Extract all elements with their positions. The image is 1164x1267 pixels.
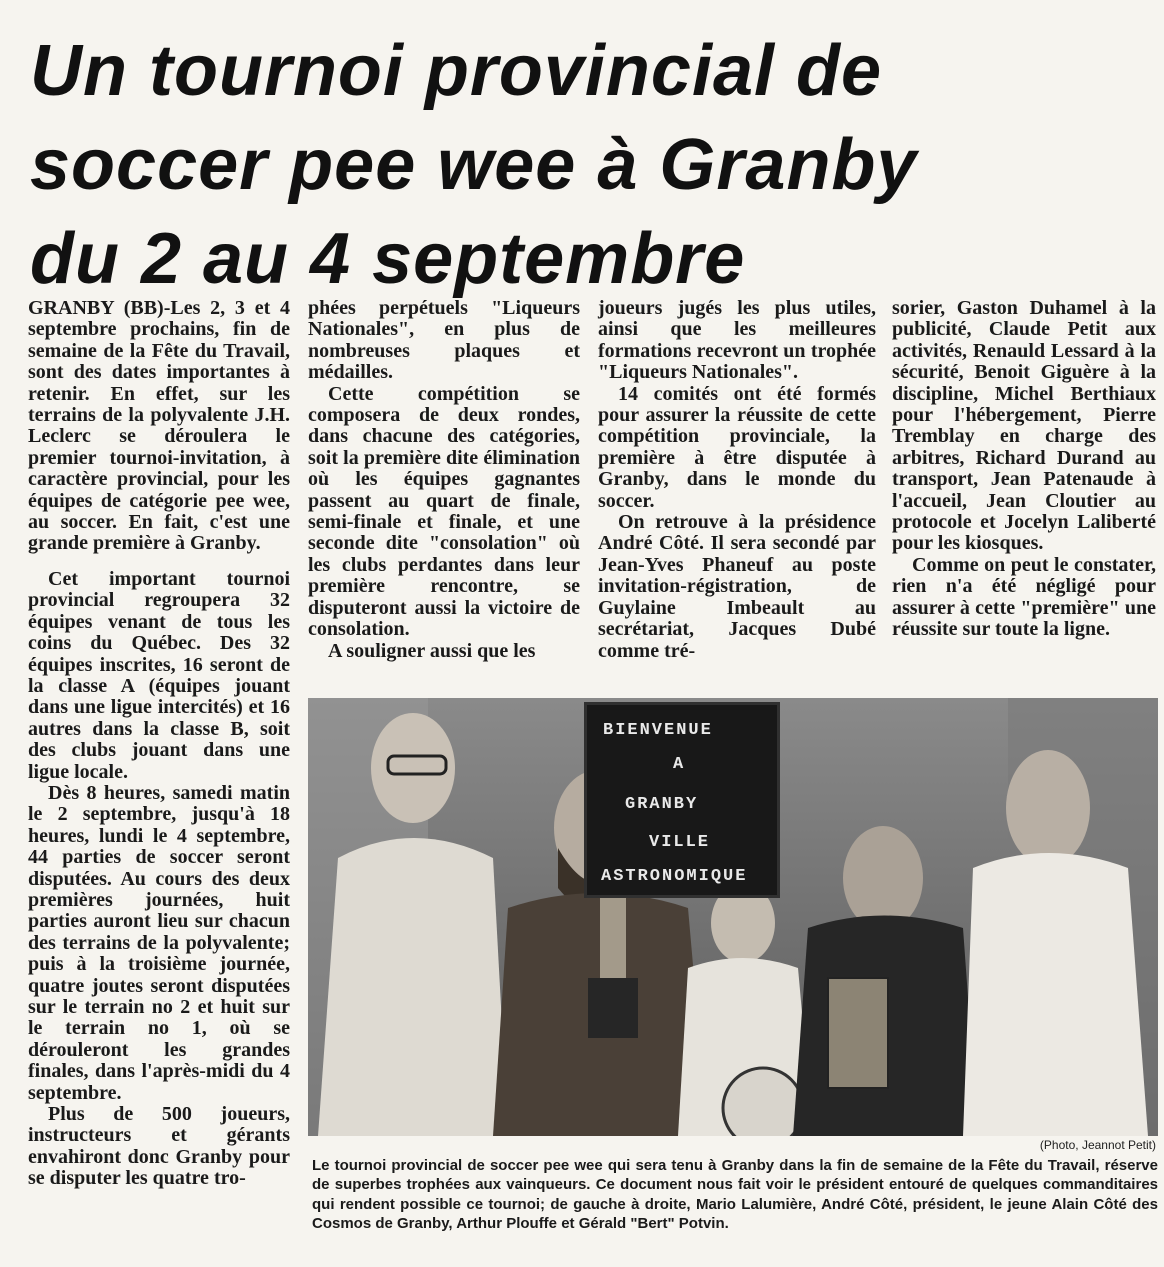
- article-column-4: [892, 298, 1156, 641]
- headline-line-1: Un tournoi provincial de: [30, 31, 883, 111]
- welcome-sign: [584, 702, 780, 898]
- headline: [30, 24, 1110, 306]
- paragraph: GRANBY (BB)-Les 2, 3 et 4 septembre prochains, fin de semaine de la Fête du Travail, sont des dates importantes à retenir. En effet, sur les terrains de la polyvalente J.H. Leclerc se déroulera le premier tournoi-invitation, à caractère provincial, pour les équipes de catégorie pee wee, au soccer. En fait, c'est une grande première à Granby.: [28, 297, 290, 555]
- article-column-3: [598, 298, 876, 662]
- photo-caption: Le tournoi provincial de soccer pee wee qui sera tenu à Granby dans la fin de semaine de la Fête du Travail, réserve de superbes trophées aux vainqueurs. Ce document nous fait voir le président entouré de quelques commanditaires qui rendent possible ce tournoi; de gauche à droite, Mario Lalumière, André Côté, président, le jeune Alain Côté des Cosmos de Granby, Arthur Plouffe et Gérald "Bert" Potvin.: [312, 1157, 1158, 1233]
- paragraph: Cet important tournoi provincial regroupera 32 équipes venant de tous les coins du Québec. Des 32 équipes inscrites, 16 seront de la classe A (équipes jouant dans une ligue intercités) et 16 autres dans la classe B, soit des clubs jouant dans une ligue locale.: [28, 567, 290, 783]
- sign-line: BIENVENUE: [603, 721, 713, 740]
- sign-line: GRANBY: [625, 795, 699, 814]
- paragraph: sorier, Gaston Duhamel à la publicité, Claude Petit aux activités, Renauld Lessard à la sécurité, Benoit Giguère à la discipline, Michel Berthiaux pour l'hébergement, Pierre Tremblay en charge des arbitres, Richard Durand au transport, Jean Patenaude à l'accueil, Jean Cloutier au protocole et Jocelyn Laliberté pour les kiosques.: [892, 297, 1156, 555]
- photo-credit: (Photo, Jeannot Petit): [1039, 1138, 1156, 1152]
- headline-line-3: du 2 au 4 septembre: [30, 219, 746, 299]
- headline-line-2: soccer pee wee à Granby: [30, 125, 918, 205]
- paragraph: Cette compétition se composera de deux rondes, dans chacune des catégories, soit la première dite élimination où les équipes gagnantes passent au quart de finale, semi-finale et finale, et une seconde dite "consolation" où les clubs perdantes dans leur première rencontre, se disputeront aussi la victoire de consolation.: [308, 382, 580, 641]
- paragraph: joueurs jugés les plus utiles, ainsi que les meilleures formations recevront un trophée "Liqueurs Nationales".: [598, 297, 876, 384]
- sign-line: A: [673, 755, 686, 774]
- paragraph: A souligner aussi que les: [328, 639, 536, 662]
- paragraph: Plus de 500 joueurs, instructeurs et gérants envahiront donc Granby pour se disputer les quatre tro-: [28, 1103, 290, 1190]
- paragraph: Dès 8 heures, samedi matin le 2 septembre, jusqu'à 18 heures, lundi le 4 septembre, 44 parties de soccer seront disputées. Au cours des deux premières journées, huit parties auront lieu sur chacun des terrains de la polyvalente; puis à la troisième journée, quatre joutes seront disputées sur le terrain no 2 et huit sur le terrain no 1, où se dérouleront les grandes finales, dans l'après-midi du 4 septembre.: [28, 781, 290, 1104]
- news-photo: [308, 698, 1158, 1136]
- article-column-1: [28, 298, 290, 1190]
- paragraph: On retrouve à la présidence André Côté. Il sera secondé par Jean-Yves Phaneuf au poste invitation-régistration, de Guylaine Imbeault au secrétariat, Jacques Dubé comme tré-: [598, 511, 876, 662]
- article-column-2: [308, 298, 580, 662]
- paragraph: phées perpétuels "Liqueurs Nationales", en plus de nombreuses plaques et médailles.: [308, 297, 580, 384]
- sign-line: VILLE: [649, 833, 711, 852]
- sign-line: ASTRONOMIQUE: [601, 867, 748, 886]
- paragraph: 14 comités ont été formés pour assurer la réussite de cette compétition provinciale, la première à être disputée à Granby, dans le monde du soccer.: [598, 382, 876, 512]
- paragraph: Comme on peut le constater, rien n'a été négligé pour assurer à cette "première" une réussite sur toute la ligne.: [892, 553, 1156, 641]
